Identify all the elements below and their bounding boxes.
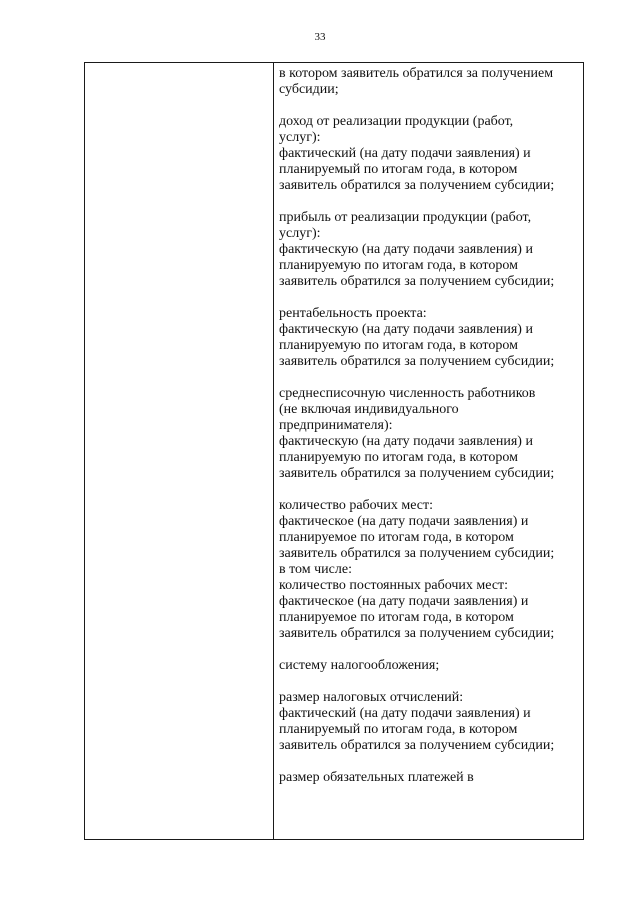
text-line: предпринимателя): (279, 418, 393, 433)
text-line: рентабельность проекта: (279, 306, 427, 321)
text-line: заявитель обратился за получением субсидии; (279, 178, 555, 193)
page-number: 33 (314, 31, 326, 43)
text-line: доход от реализации продукции (работ, (279, 114, 514, 129)
text-line: (не включая индивидуального (279, 402, 459, 417)
text-paragraph (279, 66, 581, 98)
text-paragraph (279, 210, 581, 290)
text-paragraph (279, 114, 581, 194)
text-paragraph (279, 498, 581, 642)
text-paragraph (279, 690, 581, 754)
text-line: систему налогообложения; (279, 658, 440, 673)
text-line: планируемое по итогам года, в котором (279, 610, 514, 625)
text-line: планируемую по итогам года, в котором (279, 258, 518, 273)
text-line: прибыль от реализации продукции (работ, (279, 210, 532, 225)
text-line: фактическое (на дату подачи заявления) и (279, 514, 529, 529)
text-line: заявитель обратился за получением субсидии; (279, 354, 555, 369)
text-line: в том числе: (279, 562, 352, 577)
text-line: фактическую (на дату подачи заявления) и (279, 322, 533, 337)
text-line: услуг): (279, 226, 321, 241)
text-line: фактическую (на дату подачи заявления) и (279, 242, 533, 257)
text-line: заявитель обратился за получением субсидии; (279, 738, 555, 753)
text-line: фактический (на дату подачи заявления) и (279, 146, 531, 161)
text-line: планируемый по итогам года, в котором (279, 162, 518, 177)
text-line: среднесписочную численность работников (279, 386, 536, 401)
table-left-cell (85, 63, 274, 839)
text-line: заявитель обратился за получением субсидии; (279, 626, 555, 641)
text-paragraph (279, 386, 581, 482)
text-line: фактический (на дату подачи заявления) и (279, 706, 531, 721)
text-line: количество рабочих мест: (279, 498, 433, 513)
text-line: планируемый по итогам года, в котором (279, 722, 518, 737)
text-line: услуг): (279, 130, 321, 145)
text-line: планируемую по итогам года, в котором (279, 338, 518, 353)
document-table (84, 62, 584, 840)
text-line: субсидии; (279, 82, 339, 97)
text-line: заявитель обратился за получением субсидии; (279, 546, 555, 561)
text-paragraph (279, 306, 581, 370)
table-right-cell (279, 66, 581, 786)
text-line: в котором заявитель обратился за получением (279, 66, 554, 81)
text-paragraph (279, 658, 581, 674)
text-line: фактическое (на дату подачи заявления) и (279, 594, 529, 609)
text-line: планируемое по итогам года, в котором (279, 530, 514, 545)
text-line: количество постоянных рабочих мест: (279, 578, 509, 593)
text-line: планируемую по итогам года, в котором (279, 450, 518, 465)
text-line: фактическую (на дату подачи заявления) и (279, 434, 533, 449)
text-paragraph (279, 770, 581, 786)
text-line: заявитель обратился за получением субсидии; (279, 274, 555, 289)
text-line: размер налоговых отчислений: (279, 690, 464, 705)
text-line: заявитель обратился за получением субсидии; (279, 466, 555, 481)
text-line: размер обязательных платежей в (279, 770, 474, 785)
